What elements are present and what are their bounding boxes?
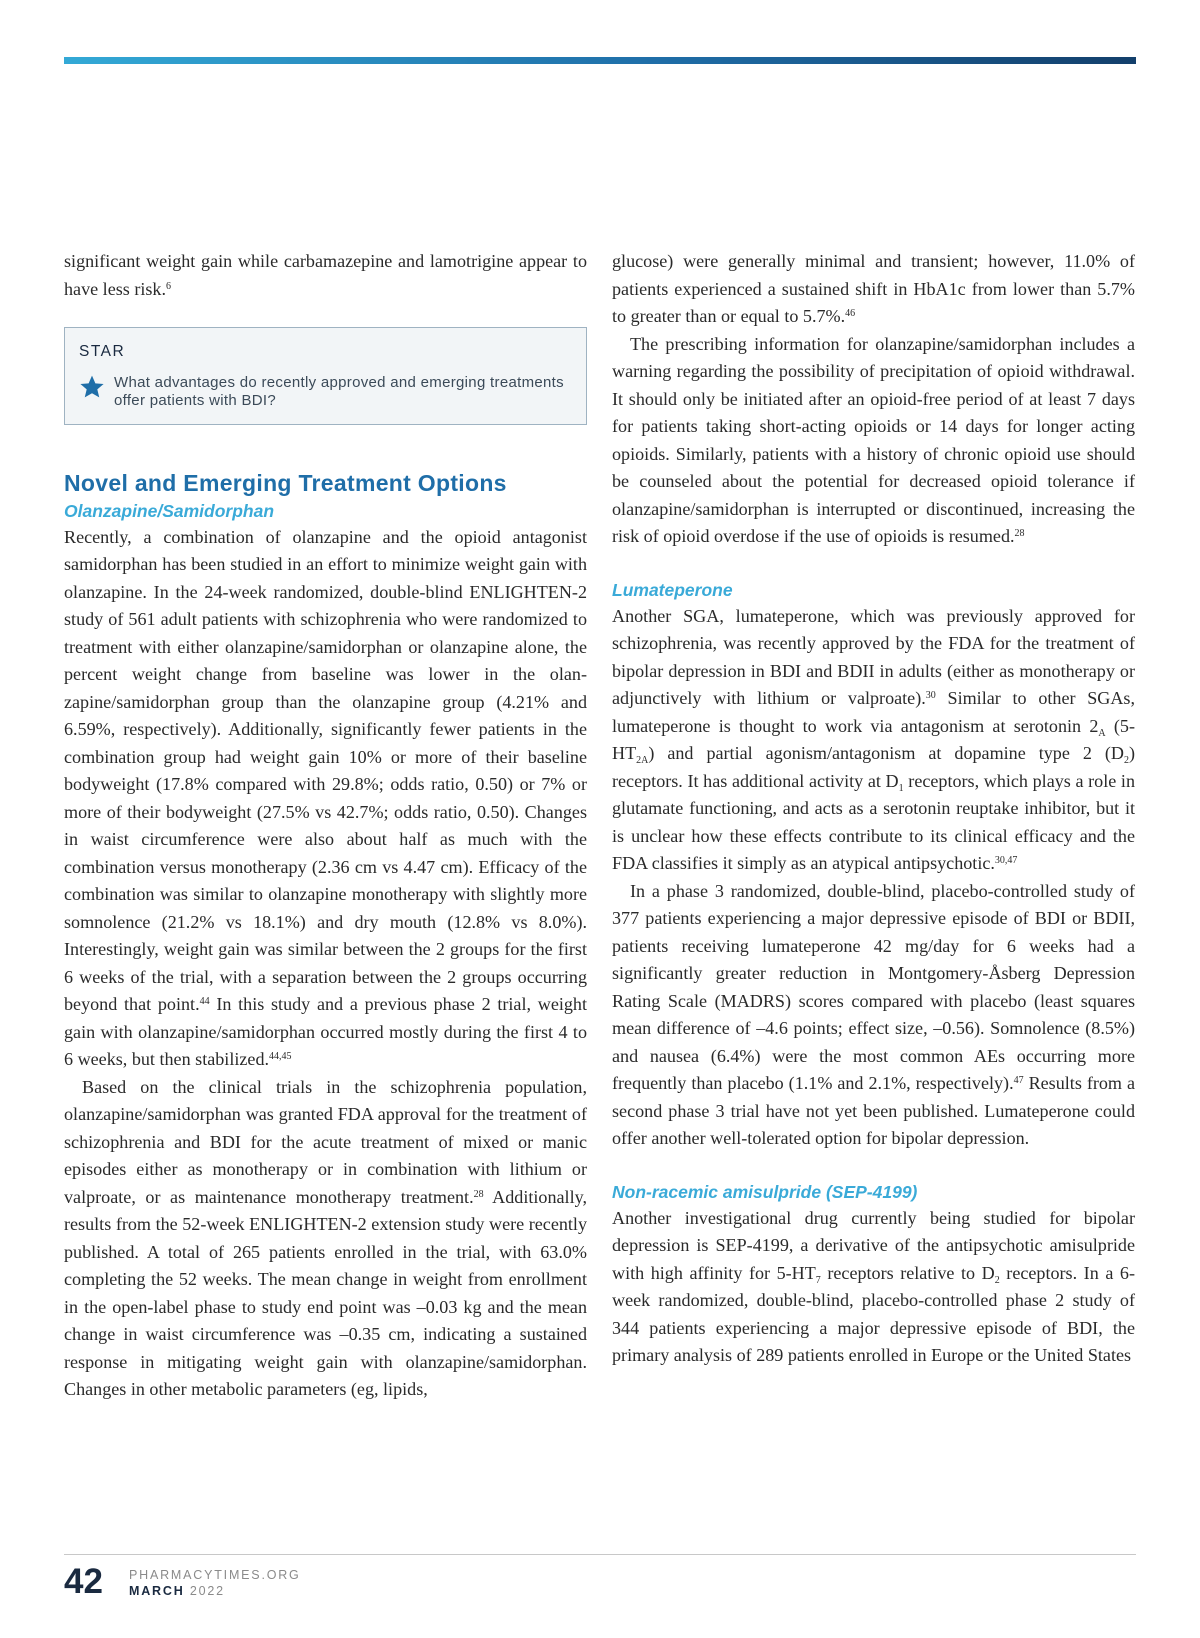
section-heading: Novel and Emerging Treatment Options xyxy=(64,469,507,496)
star-question: What advantages do recently approved and emerging treatments offer patients with BDI? xyxy=(114,373,564,409)
subheading-olanzapine-samidorphan: Olanzapine/Samidorphan xyxy=(64,500,275,521)
footer-rule xyxy=(64,1554,1136,1555)
left-column xyxy=(64,248,587,1404)
footer-year: 2022 xyxy=(189,1584,225,1598)
body-paragraph: In a phase 3 randomized, double-blind, placebo-controlled study of 377 patients experiencing a major depressive episode of BDI or BDII, patients receiving lumateperone 42 mg/day for 6 weeks had a significantly greater reduction in Montgomery-Åsberg Depression Rating Scale (MADRS) scores compared with placebo (least squares mean difference of –4.6 points; effect size, –0.56). Somnolence (8.5%) and nausea (6.4%) were the most common AEs occurring more frequently than placebo (1.1% and 2.1%, respectively).$^{47}$ Results from a second phase 3 trial have not yet been published. Lumateperone could offer another well-tolerated option for bipolar depression. xyxy=(612,880,1136,1148)
body-paragraph: Another investigational drug currently being studied for bipolar depression is SEP-4199, a derivative of the antipsychotic amisulpride with high affinity for $5-HT_7$ receptors relative to $D_2$ receptors. In a 6-week randomized, double-blind, placebo-controlled phase 2 study of 344 patients experiencing a major depressive episode of BDI, the primary analysis of 289 patients enrolled in Europe or the United States xyxy=(612,1207,1135,1365)
footer-site: PHARMACYTIMES.ORG xyxy=(129,1568,301,1582)
footer-month: MARCH xyxy=(129,1584,185,1598)
subheading-lumateperone: Lumateperone xyxy=(612,579,733,600)
top-accent-bar xyxy=(64,57,1136,64)
footer-date xyxy=(129,1584,225,1599)
star-callout-box xyxy=(64,327,587,425)
page-number: 42 xyxy=(64,1562,103,1601)
body-paragraph: Another SGA, lumateperone, which was previously approved for schizophrenia, was recently approved by the FDA for the treatment of bipolar depression in BDI and BDII in adults (either as monotherapy or adjunctively with lithium or valproate).$^{30}$ Similar to other SGAs, lumateperone is thought to work via antagonism at serotonin $2_A$ $(5-HT_{2A})$ and partial agonism/antagonism at dopamine type 2 $(D_2)$ receptors. It has additional activity at $D_1$ receptors, which plays a role in glutamate functioning, and acts as a serotonin reuptake inhibitor, but it is unclear how these effects contribute to its clinical efficacy and the FDA classifies it simply as an atypical antipsychotic.$^{30,47}$ xyxy=(612,605,1135,873)
right-column xyxy=(612,248,1135,1370)
body-paragraph: The prescribing information for olanzapine/samidorphan includes a warning regarding the possibility of precipitation of opioid withdrawal. It should only be initiated after an opioid-free period of at least 7 days for patients taking short-acting opioids or 14 days for longer acting opioids. Similarly, patients with a history of chronic opioid use should be counseled about the potential for decreased opioid tolerance if olanzapine/samidorphan is interrupted or discontinued, increasing the risk of opioid overdose if the use of opioids is resumed.$^{28}$ xyxy=(612,333,1135,546)
body-paragraph: Based on the clinical trials in the schizophrenia population, olanzapine/samidorphan was granted FDA approval for the treatment of schizophrenia and BDI for the acute treatment of mixed or manic episodes either as monotherapy or in combination with lithium or valproate, or as maintenance monotherapy treatment.$^{28}$ Additionally, results from the 52-week ENLIGHTEN-2 extension study were recently published. A total of 265 patients enrolled in the trial, with 63.0% completing the 52 weeks. The mean change in weight from enrollment in the open-label phase to study end point was –0.03 kg and the mean change in waist circumference was –0.35 cm, indicating a sustained response in mitigating weight gain with olanzapine/​samidorphan. Changes in other metabolic parameters (eg, lipids, xyxy=(64,1076,587,1399)
star-label: STAR xyxy=(79,343,126,360)
star-icon xyxy=(79,374,105,409)
subheading-non-racemic-amisulpride: Non-racemic amisulpride (SEP-4199) xyxy=(612,1181,918,1202)
body-paragraph: significant weight gain while carbamazepine and lamotrigine appear to have less risk.$^6$ xyxy=(64,251,587,299)
body-paragraph: glucose) were generally minimal and transient; however, 11.0% of patients experienced a sustained shift in HbA1c from lower than 5.7% to greater than or equal to 5.7%.$^{46}$ xyxy=(612,251,1135,326)
body-paragraph: Recently, a combination of olanzapine and the opioid antagonist samidorphan has been studied in an effort to minimize weight gain with olanzapine. In the 24-week randomized, double-blind ENLIGHTEN-2 study of 561 adult patients with schizophrenia who were randomized to treatment with either olanzapine/samidorphan or olanzapine alone, the percent weight change from baseline was lower in the olanzapine/samidorphan group than the olanzapine group (4.21% and 6.59%, respectively). Additionally, significantly fewer patients in the combination group had weight gain 10% or more of their baseline bodyweight (17.8% compared with 29.8%; odds ratio, 0.50) or 7% or more of their bodyweight (27.5% vs 42.7%; odds ratio, 0.50). Changes in waist circumference were also about half as much with the combination versus monotherapy (2.36 cm vs 4.47 cm). Efficacy of the combination was similar to olanzapine monotherapy with slightly more somnolence (21.2% vs 18.1%) and dry mouth (12.8% vs 8.0%). Interestingly, weight gain was similar between the 2 groups for the first 6 weeks of the trial, with a separation between the 2 groups occurring beyond that point.$^{44}$ In this study and a previous phase 2 trial, weight gain with olanzapine/samidorphan occurred mostly during the first 4 to 6 weeks, but then stabilized.$^{44,45}$ xyxy=(64,526,587,1069)
